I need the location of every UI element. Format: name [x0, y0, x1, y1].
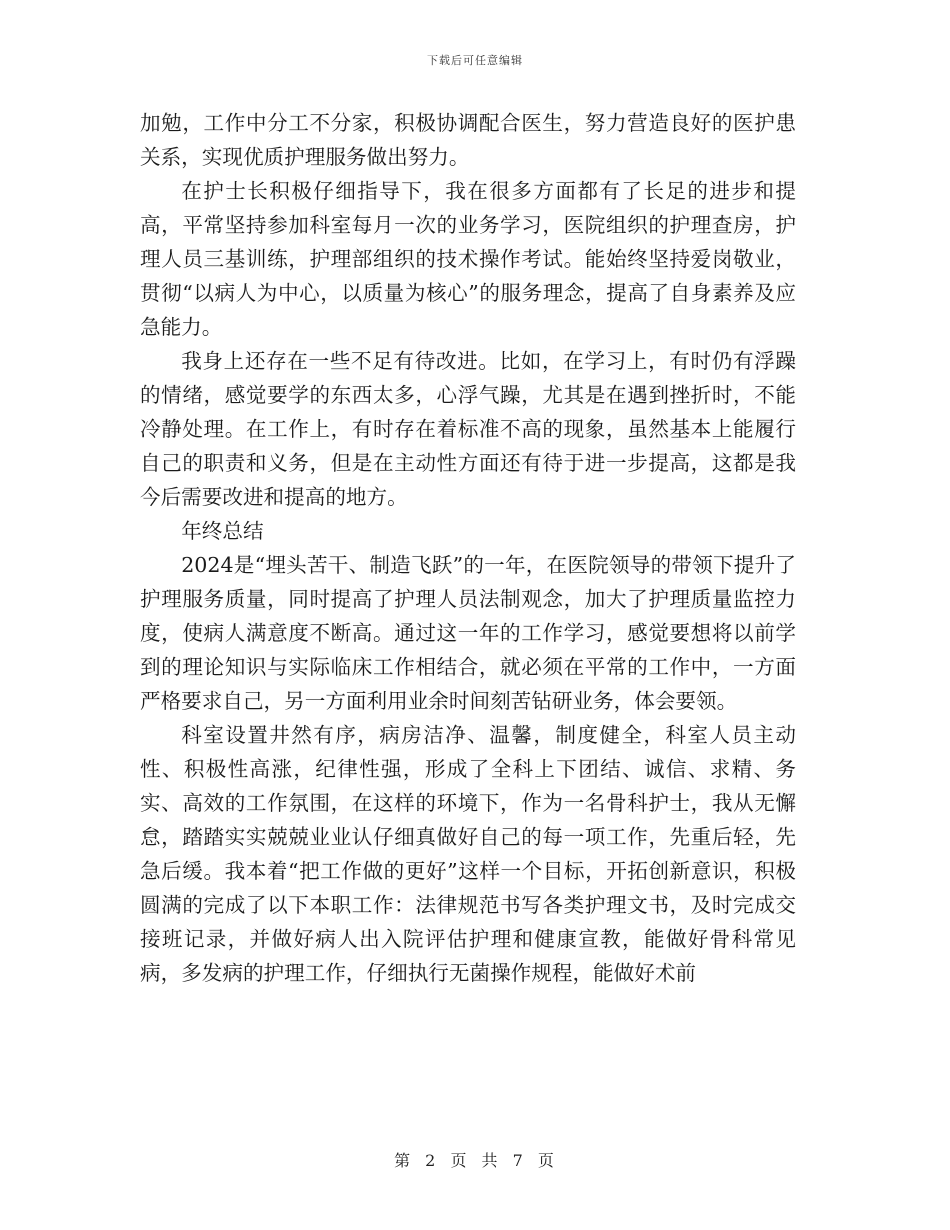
paragraph-4: 2024是“埋头苦干、制造飞跃”的一年，在医院领导的带领下提升了护理服务质量，同时提高了护理人员法制观念，加大了护理质量监控力度，使病人满意度不断高。通过这一年的工作学习，感觉要想将以前学到的理论知识与实际临床工作相结合，就必须在平常的工作中，一方面严格要求自己，另一方面利用业余时间刻苦钻研业务，体会要领。 [140, 553, 796, 713]
page-number-footer: 第 2 页 共 7 页 [394, 1151, 556, 1170]
paragraph-5: 科室设置井然有序，病房洁净、温馨，制度健全，科室人员主动性、积极性高涨，纪律性强，形成了全科上下团结、诚信、求精、务实、高效的工作氛围，在这样的环境下，作为一名骨科护士，我从无懈怠，踏踏实实兢兢业业认仔细真做好自己的每一项工作，先重后轻，先急后缓。我本着“把工作做的更好”这样一个目标，开拓创新意识，积极圆满的完成了以下本职工作：法律规范书写各类护理文书，及时完成交接班记录，并做好病人出入院评估护理和健康宣教，能做好骨科常见病，多发病的护理工作，仔细执行无菌操作规程，能做好术前 [140, 723, 796, 985]
document-body [140, 106, 796, 990]
paragraph-1: 加勉，工作中分工不分家，积极协调配合医生，努力营造良好的医护患关系，实现优质护理服务做出努力。 [140, 111, 796, 169]
page-header-note: 下载后可任意编辑 [427, 54, 523, 67]
paragraph-2: 在护士长积极仔细指导下，我在很多方面都有了长足的进步和提高，平常坚持参加科室每月一次的业务学习，医院组织的护理查房，护理人员三基训练，护理部组织的技术操作考试。能始终坚持爱岗敬业，贯彻“以病人为中心，以质量为核心”的服务理念，提高了自身素养及应急能力。 [140, 179, 796, 339]
section-heading: 年终总结 [181, 519, 264, 543]
paragraph-3: 我身上还存在一些不足有待改进。比如，在学习上，有时仍有浮躁的情绪，感觉要学的东西太多，心浮气躁，尤其是在遇到挫折时，不能冷静处理。在工作上，有时存在着标准不高的现象，虽然基本上能履行自己的职责和义务，但是在主动性方面还有待于进一步提高，这都是我今后需要改进和提高的地方。 [140, 349, 796, 509]
